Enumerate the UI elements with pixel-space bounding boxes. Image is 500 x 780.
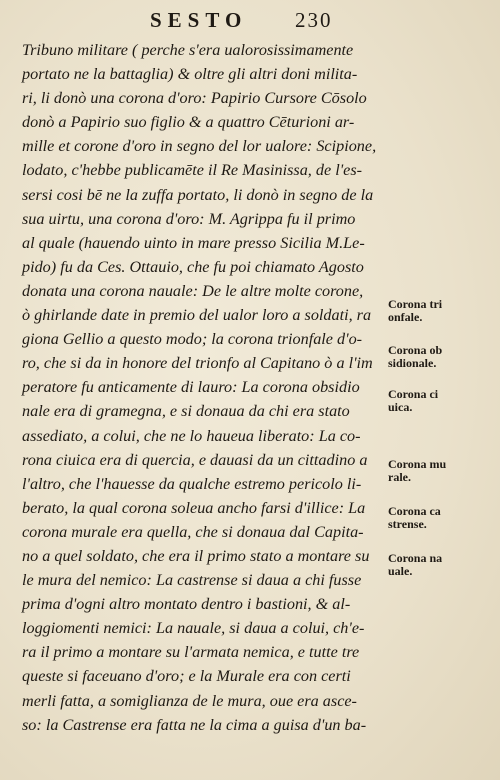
margin-note-corona-nauale <box>388 552 442 578</box>
text-line: mille et corone d'oro in segno del lor ualore: Scipione, <box>22 137 377 156</box>
text-line: nale era di gramegna, e si donaua da chi era stato <box>22 402 350 421</box>
margin-note-line: sidionale. <box>388 356 437 370</box>
text-line: ri, li donò una corona d'oro: Papirio Cursore Cōsolo <box>22 89 367 108</box>
margin-notes <box>388 0 496 780</box>
margin-note-line: Corona ob <box>388 343 443 357</box>
text-line: ra il primo a montare su l'armata nemica, e tutte tre <box>22 643 360 662</box>
text-line: ro, che si da in honore del trionfo al Capitano ò a l'im <box>22 354 373 373</box>
margin-note-line: uale. <box>388 564 413 578</box>
text-line: so: la Castrense era fatta ne la cima a guisa d'un ba- <box>22 715 367 734</box>
text-line: assediato, a colui, che ne lo haueua liberato: La co- <box>22 426 361 445</box>
margin-note-line: uica. <box>388 400 413 414</box>
margin-note-corona-ciuica <box>388 388 438 414</box>
margin-note-line: Corona ci <box>388 387 439 401</box>
text-line: le mura del nemico: La castrense si daua a chi fusse <box>22 571 362 590</box>
text-line: sersi cosi bē ne la zuffa portato, li donò in segno de la <box>22 185 374 204</box>
page-number: 230 <box>295 8 333 32</box>
margin-note-corona-obsidionale <box>388 344 442 370</box>
text-line: berato, la qual corona soleua ancho farsi d'illice: La <box>22 498 366 517</box>
text-line: merli fatta, a somiglianza de le mura, oue era asce- <box>22 691 357 710</box>
text-line: corona murale era quella, che si donaua dal Capita- <box>22 522 364 541</box>
text-line: sua uirtu, una corona d'oro: M. Agrippa fu il primo <box>22 209 356 228</box>
text-line: l'altro, che l'hauesse da qualche estremo pericolo li- <box>22 474 362 493</box>
text-line: donata una corona nauale: De le altre molte corone, <box>22 281 364 300</box>
margin-note-line: Corona ca <box>388 504 441 518</box>
text-line: queste si faceuano d'oro; e la Murale era con certi <box>22 667 351 686</box>
text-line: rona ciuica era di quercia, e dauasi da un cittadino a <box>22 450 368 469</box>
text-line: peratore fu anticamente di lauro: La corona obsidio <box>22 378 360 397</box>
main-text-block <box>22 38 382 737</box>
text-line: no a quel soldato, che era il primo stato a montare su <box>22 546 370 565</box>
text-line: Tribuno militare ( perche s'era ualorosissimamente <box>22 41 354 59</box>
margin-note-corona-murale <box>388 458 446 484</box>
text-line: donò a Papirio suo figlio & a quattro Cēturioni ar- <box>22 113 355 132</box>
margin-note-line: Corona na <box>388 551 443 565</box>
margin-note-line: Corona tri <box>388 297 443 311</box>
text-line: giona Gellio a questo modo; la corona trionfale d'o- <box>22 330 363 349</box>
margin-note-line: onfale. <box>388 310 423 324</box>
text-line: prima d'ogni altro montato dentro i bastioni, & al- <box>22 595 351 614</box>
margin-note-line: rale. <box>388 470 411 484</box>
running-head: SESTO <box>150 8 248 32</box>
margin-note-line: Corona mu <box>388 457 447 471</box>
text-line: loggiomenti nemici: La nauale, si daua a colui, ch'e- <box>22 619 365 638</box>
text-line: portato ne la battaglia) & oltre gli altri doni milita- <box>22 65 358 84</box>
margin-note-line: strense. <box>388 517 427 531</box>
margin-note-corona-castrense <box>388 505 441 531</box>
text-line: ò ghirlande date in premio del ualor loro a soldati, ra <box>22 306 372 325</box>
margin-note-corona-trionfale <box>388 298 442 324</box>
text-line: pido) fu da Ces. Ottauio, che fu poi chiamato Agosto <box>22 257 364 276</box>
text-line: al quale (hauendo uinto in mare presso Sicilia M.Le- <box>22 233 365 252</box>
text-line: lodato, c'hebbe publicamēte il Re Masinissa, de l'es- <box>22 161 363 180</box>
